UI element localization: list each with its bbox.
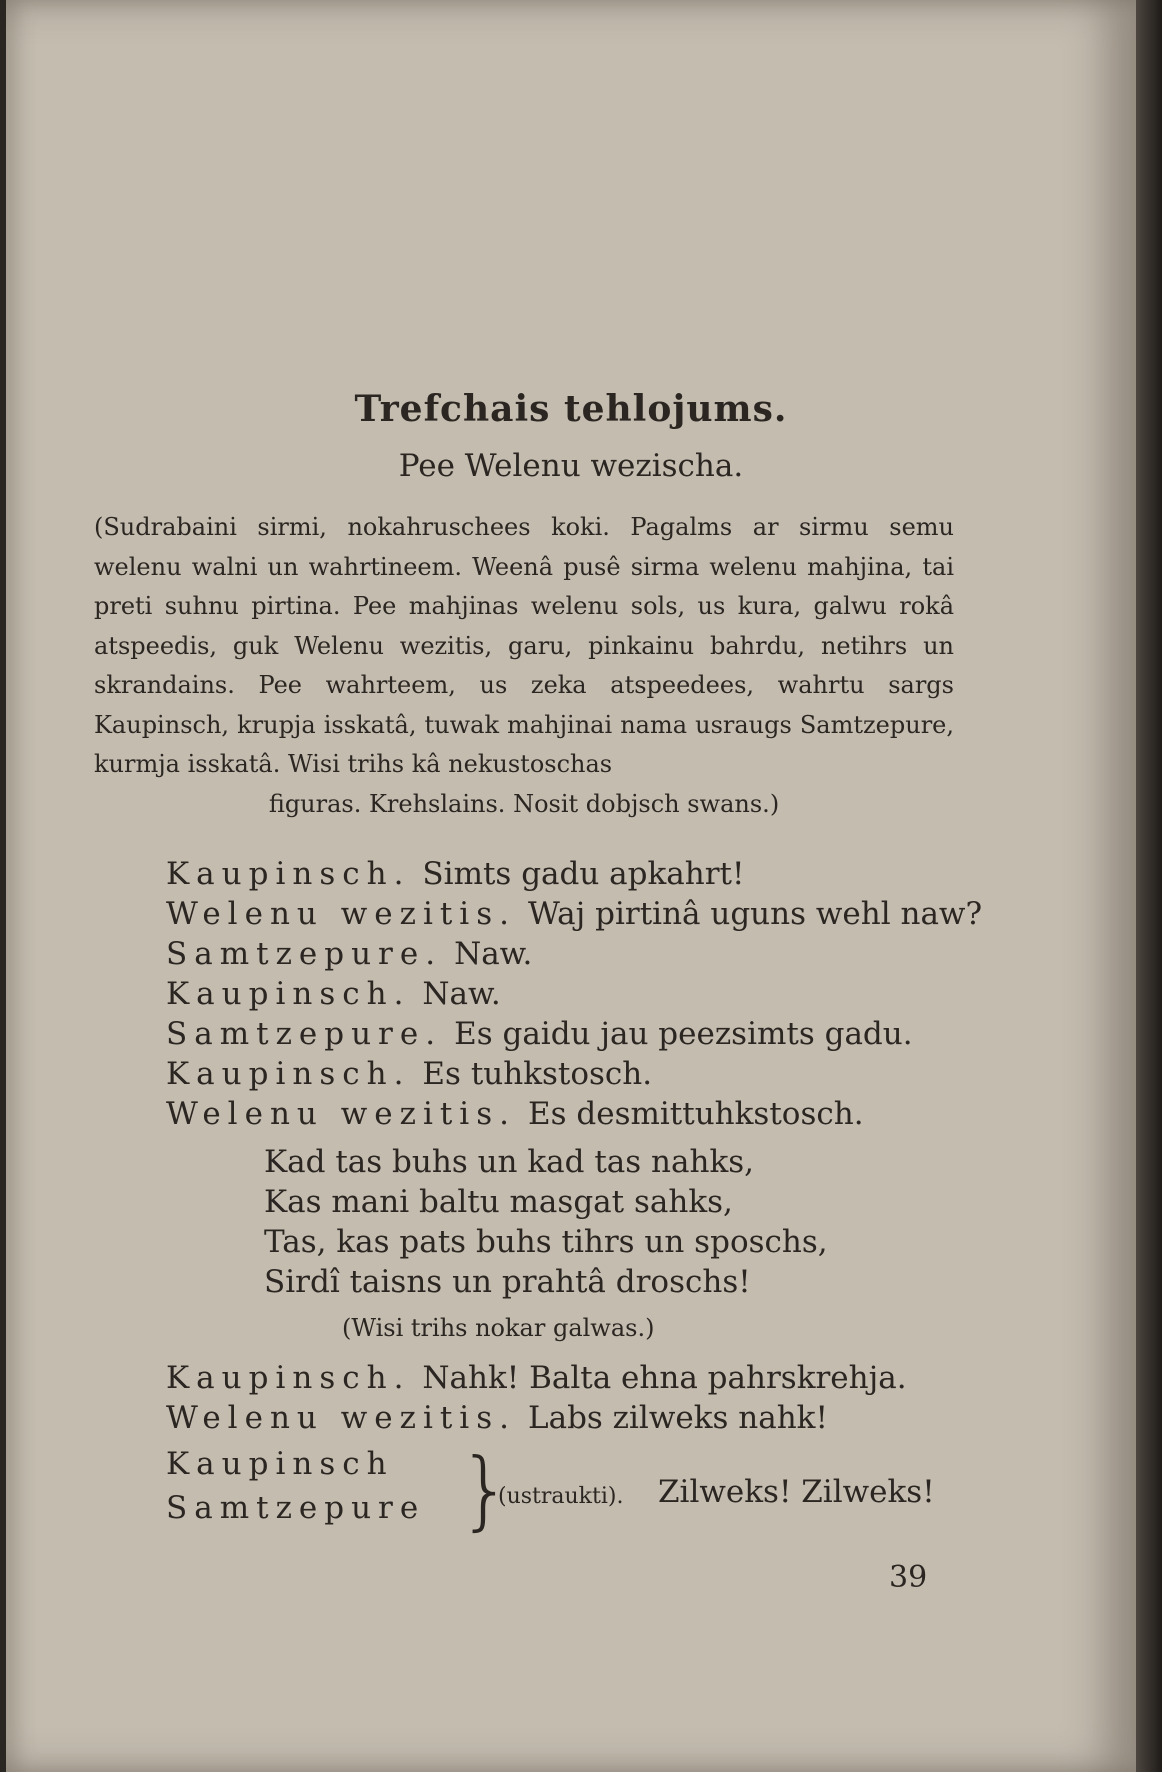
verse-line: Tas, kas pats buhs tihrs un sposchs,: [264, 1224, 828, 1260]
chorus-speaker: [166, 1446, 406, 1482]
dialogue-line: [166, 896, 982, 932]
scene-subtitle: Pee Welenu wezischa.: [398, 448, 744, 484]
stage-direction: [94, 508, 954, 824]
speech-text: Es gaidu jau peezsimts gadu.: [454, 1016, 913, 1052]
speaker-name: Kaupinsch.: [166, 976, 411, 1012]
dialogue-line: [166, 1400, 828, 1436]
verse-line: Sirdî taisns un prahtâ droschs!: [264, 1264, 751, 1300]
verse-stage-note: (Wisi trihs nokar galwas.): [342, 1314, 655, 1342]
page-number: 39: [889, 1560, 928, 1595]
dialogue-line: [166, 856, 744, 892]
speech-text: Es desmittuhkstosch.: [528, 1096, 864, 1132]
dialogue-line: [166, 936, 532, 972]
stage-direction-end: figuras. Krehslains. Nosit dobjsch swans.): [268, 789, 780, 818]
speech-text: Simts gadu apkahrt!: [422, 856, 745, 892]
speech-text: Naw.: [422, 976, 501, 1012]
speech-text: Naw.: [454, 936, 533, 972]
verse-line: Kas mani baltu masgat sahks,: [264, 1184, 733, 1220]
speaker-name: Welenu wezitis.: [166, 896, 516, 932]
stage-direction-text: (Sudrabaini sirmi, nokahruschees koki. Pagalms ar sirmu semu welenu walni un wahrtineem. Weenâ pusê sirma welenu mahjina, tai preti suhnu pirtina. Pee mahjinas welenu sols, us kura, galwu rokâ atspeedis, guk Welenu wezitis, garu, pinkainu bahrdu, netihrs un skrandains. Pee wahrteem, us zeka atspeedees, wahrtu sargs Kaupinsch, krupja isskatâ, tuwak mahjinai nama usraugs Samtzepure, kurmja isskatâ. Wisi trihs kâ nekustoschas: [94, 513, 954, 778]
speaker-name: Kaupinsch.: [166, 856, 411, 892]
chorus-text: Zilweks! Zilweks!: [658, 1474, 935, 1510]
speech-text: Labs zilweks nahk!: [528, 1400, 828, 1436]
speaker-name: Kaupinsch: [166, 1446, 394, 1482]
dialogue-line: [166, 1096, 864, 1132]
speech-text: Es tuhkstosch.: [422, 1056, 653, 1092]
dialogue-line: [166, 1360, 907, 1396]
chorus-speaker: [166, 1490, 437, 1526]
verse-line: Kad tas buhs un kad tas nahks,: [264, 1144, 754, 1180]
speaker-name: Kaupinsch.: [166, 1360, 411, 1396]
speaker-name: Samtzepure.: [166, 936, 443, 972]
speaker-name: Welenu wezitis.: [166, 1096, 516, 1132]
speaker-name: Samtzepure: [166, 1490, 426, 1526]
book-page: [6, 0, 1136, 1772]
dialogue-line: [166, 976, 501, 1012]
book-edge: [1136, 0, 1162, 1772]
brace-icon: }: [458, 1440, 513, 1540]
speaker-name: Samtzepure.: [166, 1016, 443, 1052]
dialogue-line: [166, 1056, 652, 1092]
scene-title: Trefchais tehlojums.: [354, 388, 788, 430]
speech-text: Waj pirtinâ uguns wehl naw?: [528, 896, 983, 932]
speaker-name: Welenu wezitis.: [166, 1400, 516, 1436]
speech-text: Nahk! Balta ehna pahrskrehja.: [422, 1360, 907, 1396]
speaker-name: Kaupinsch.: [166, 1056, 411, 1092]
dialogue-line: [166, 1016, 913, 1052]
chorus-aside: (ustraukti).: [498, 1484, 624, 1509]
